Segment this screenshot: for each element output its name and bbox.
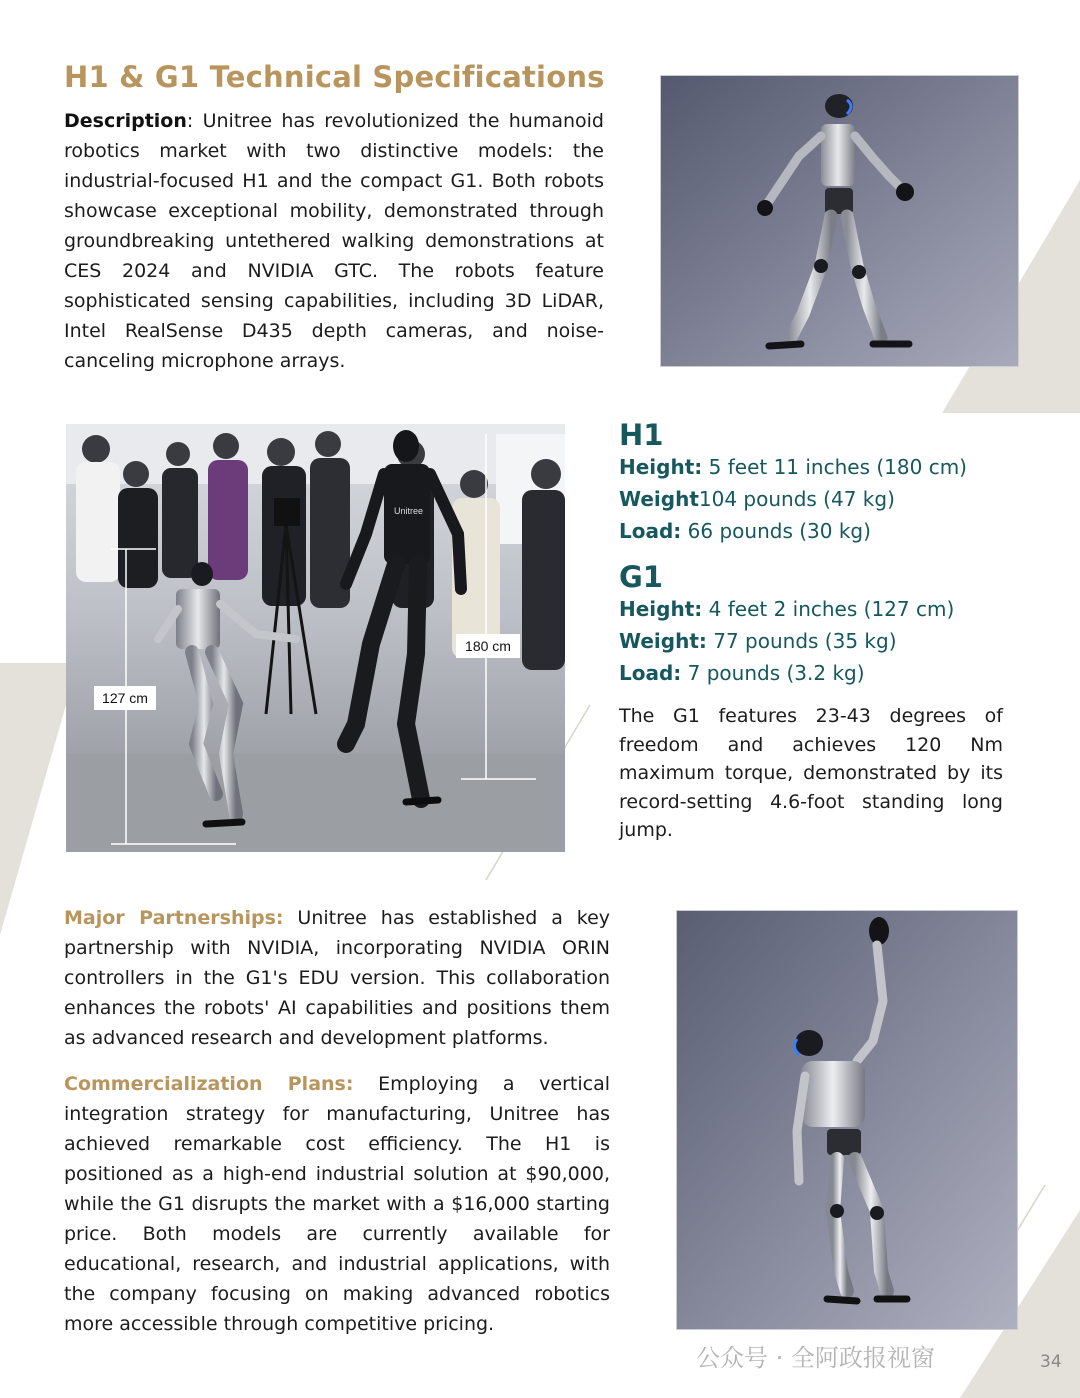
h1-weight-key: Weight [619, 487, 699, 511]
g1-features-paragraph: The G1 features 23-43 degrees of freedom and achieves 120 Nm maximum torque, demonstrated by its record-setting 4.6-foot standing long jump. [619, 705, 1003, 841]
page-number: 34 [1040, 1352, 1062, 1372]
h1-weight-value: 104 pounds (47 kg) [698, 487, 895, 511]
h1-weight [619, 483, 895, 515]
g1-height-value: 4 feet 2 inches (127 cm) [702, 597, 955, 621]
partnerships-text: Unitree has established a key partnership with NVIDIA, incorporating NVIDIA ORIN controllers in the G1's EDU version. This collaboration enhances the robots' AI capabilities and positions them as advanced research and development platforms. [64, 907, 611, 1049]
h1-height-key: Height: [619, 455, 703, 479]
expo-crowd-photo [66, 424, 565, 852]
g1-load-value: 7 pounds (3.2 kg) [681, 661, 865, 685]
g1-heading: G1 [619, 560, 663, 594]
h1-load-value: 66 pounds (30 kg) [681, 519, 871, 543]
g1-load [619, 657, 865, 689]
h1-load-key: Load: [619, 519, 682, 543]
h1-height-label: 180 cm [465, 638, 511, 654]
waving-robot-photo [676, 910, 1018, 1330]
g1-weight-value: 77 pounds (35 kg) [706, 629, 897, 653]
partnerships-label: Major Partnerships: [64, 907, 284, 929]
description-label: Description [64, 110, 187, 132]
h1-load [619, 515, 871, 547]
wechat-watermark: 公众号 · 全阿政报视窗 [696, 1344, 935, 1372]
g1-weight [619, 625, 897, 657]
g1-height-label: 127 cm [102, 690, 148, 706]
h1-height-value: 5 feet 11 inches (180 cm) [702, 455, 967, 479]
g1-height-key: Height: [619, 597, 703, 621]
commercialization-text: Employing a vertical integration strategy for manufacturing, Unitree has achieved remarkable cost efficiency. The H1 is positioned as a high-end industrial solution at $90,000, while the G1 disrupts the market with a $16,000 starting price. Both models are currently available for educational, research, and industrial applications, with the company focusing on making advanced robotics more accessible through competitive pricing. [64, 1073, 610, 1335]
partnerships-paragraph [64, 903, 610, 1053]
h1-heading: H1 [619, 418, 664, 452]
description-text: : Unitree has revolutionized the humanoid robotics market with two distinctive models: the industrial-focused H1 and the compact G1. Both robots showcase exceptional mobility, demonstrated through groundbreaking untethered walking demonstrations at CES 2024 and NVIDIA GTC. The robots feature sophisticated sensing capabilities, including 3D LiDAR, Intel RealSense D435 depth cameras, and noise-canceling microphone arrays. [64, 110, 604, 372]
robot-chest-brand: Unitree [394, 506, 424, 516]
g1-load-key: Load: [619, 661, 682, 685]
walking-robot-photo [660, 75, 1019, 367]
h1-height [619, 451, 967, 483]
page-title: H1 & G1 Technical Specifications [64, 60, 605, 94]
commercialization-paragraph [64, 1069, 610, 1339]
description-paragraph [64, 106, 604, 376]
g1-weight-key: Weight: [619, 629, 707, 653]
commercialization-label: Commercialization Plans: [64, 1073, 354, 1095]
g1-height [619, 593, 954, 625]
